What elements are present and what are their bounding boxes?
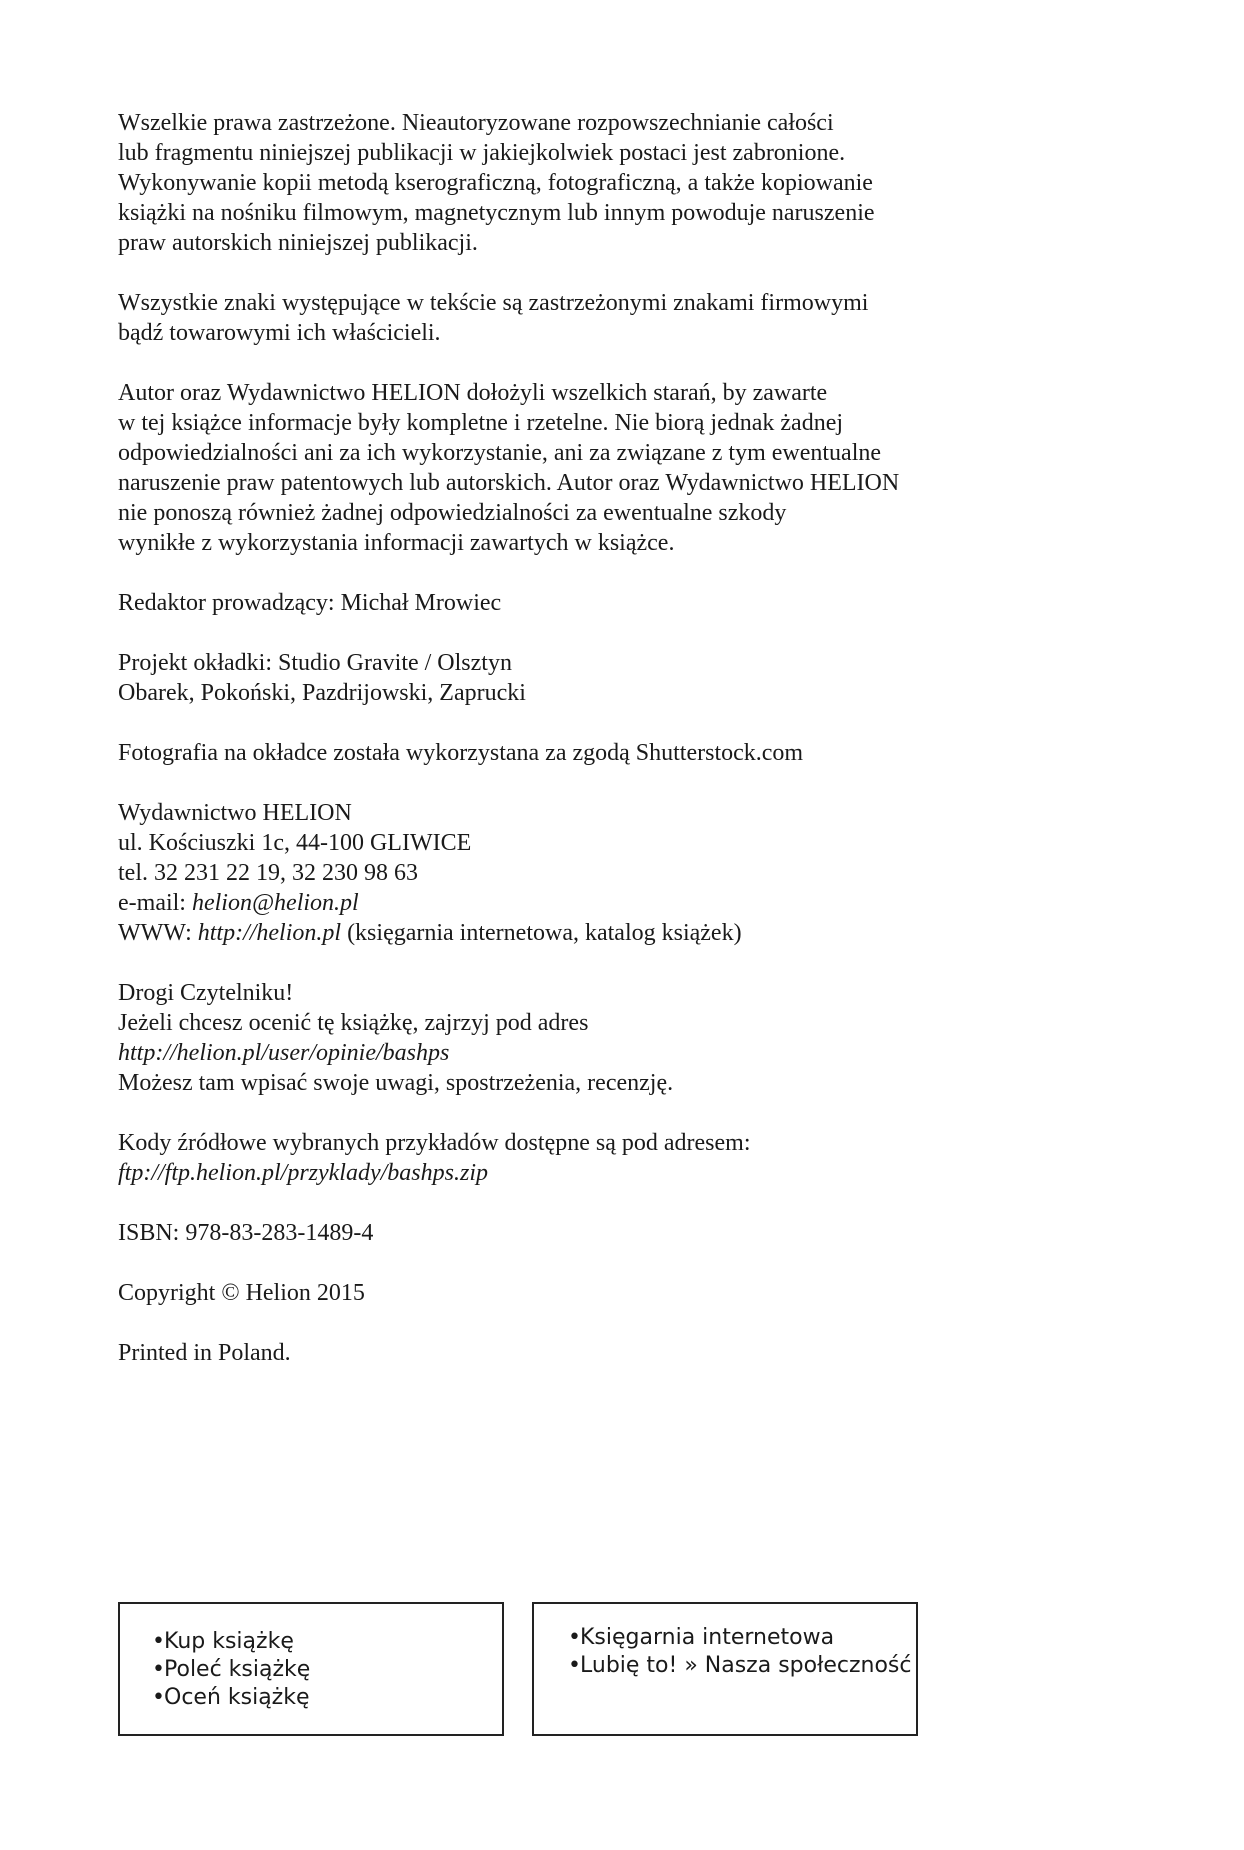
recommend-book-label: Poleć książkę [164,1657,311,1682]
copyright: Copyright © Helion 2015 [118,1280,365,1306]
www-note: (księgarnia internetowa, katalog książek) [341,920,742,946]
publisher-name: Wydawnictwo HELION [118,800,352,826]
editor-credit: Redaktor prowadzący: Michał Mrowiec [118,590,502,616]
online-bookstore-link[interactable] [568,1624,916,1652]
copyright-paragraph [118,1278,998,1308]
buy-book-link[interactable] [152,1628,502,1656]
source-code-link[interactable]: ftp://ftp.helion.pl/przyklady/bashps.zip [118,1160,488,1186]
www-label: WWW: [118,920,198,946]
disclaimer-line: wynikłe z wykorzystania informacji zawartych w książce. [118,530,675,556]
rights-line: książki na nośniku filmowym, magnetycznym lub innym powoduje naruszenie [118,200,875,226]
publisher-phone: tel. 32 231 22 19, 32 230 98 63 [118,860,418,886]
cover-design-credit: Projekt okładki: Studio Gravite / Olsztyn [118,650,512,676]
photo-credit-paragraph [118,738,998,768]
cover-design-paragraph [118,648,998,708]
printed-in: Printed in Poland. [118,1340,291,1366]
book-actions-box [118,1602,504,1736]
source-code-paragraph [118,1128,998,1188]
publisher-paragraph [118,798,998,948]
buy-book-label: Kup książkę [164,1629,294,1654]
community-link[interactable] [568,1652,916,1680]
community-links-box [532,1602,918,1736]
disclaimer-line: naruszenie praw patentowych lub autorskich. Autor oraz Wydawnictwo HELION [118,470,900,496]
disclaimer-paragraph [118,378,998,558]
disclaimer-line: Autor oraz Wydawnictwo HELION dołożyli wszelkich starań, by zawarte [118,380,828,406]
reader-invite: Jeżeli chcesz ocenić tę książkę, zajrzyj pod adres [118,1010,589,1036]
isbn-paragraph [118,1218,998,1248]
bullet-icon: • [568,1625,581,1650]
community-links-list [534,1604,916,1680]
online-bookstore-label: Księgarnia internetowa [580,1625,835,1650]
community-label: Lubię to! » Nasza społeczność [580,1653,912,1678]
trademarks-line: Wszystkie znaki występujące w tekście są zastrzeżonymi znakami firmowymi [118,290,869,316]
bullet-icon: • [152,1685,165,1710]
disclaimer-line: nie ponoszą również żadnej odpowiedzialności za ewentualne szkody [118,500,787,526]
trademarks-paragraph [118,288,998,348]
rights-line: Wszelkie prawa zastrzeżone. Nieautoryzowane rozpowszechnianie całości [118,110,834,136]
email-label: e-mail: [118,890,192,916]
publisher-email-line [118,888,998,918]
rights-paragraph [118,108,998,258]
reader-paragraph [118,978,998,1098]
rights-line: Wykonywanie kopii metodą kserograficzną, fotograficzną, a także kopiowanie [118,170,873,196]
bullet-icon: • [568,1653,581,1678]
rate-book-link[interactable] [152,1684,502,1712]
email-link[interactable]: helion@helion.pl [191,890,359,916]
printed-paragraph [118,1338,998,1368]
publisher-address: ul. Kościuszki 1c, 44-100 GLIWICE [118,830,472,856]
bullet-icon: • [152,1629,165,1654]
review-link[interactable]: http://helion.pl/user/opinie/bashps [118,1040,450,1066]
rights-line: praw autorskich niniejszej publikacji. [118,230,478,256]
imprint-page [118,108,998,1398]
www-link[interactable]: http://helion.pl [197,920,342,946]
editor-paragraph [118,588,998,618]
source-code-text: Kody źródłowe wybranych przykładów dostępne są pod adresem: [118,1130,751,1156]
disclaimer-line: odpowiedzialności ani za ich wykorzystanie, ani za związane z tym ewentualne [118,440,882,466]
recommend-book-link[interactable] [152,1656,502,1684]
rights-line: lub fragmentu niniejszej publikacji w jakiejkolwiek postaci jest zabronione. [118,140,846,166]
bullet-icon: • [152,1657,165,1682]
reader-greeting: Drogi Czytelniku! [118,980,294,1006]
trademarks-line: bądź towarowymi ich właścicieli. [118,320,441,346]
rate-book-label: Oceń książkę [164,1685,310,1710]
reader-note: Możesz tam wpisać swoje uwagi, spostrzeżenia, recenzję. [118,1070,674,1096]
isbn: ISBN: 978-83-283-1489-4 [118,1220,374,1246]
publisher-www-line [118,918,998,948]
cover-design-names: Obarek, Pokoński, Pazdrijowski, Zaprucki [118,680,526,706]
photo-credit: Fotografia na okładce została wykorzystana za zgodą Shutterstock.com [118,740,804,766]
disclaimer-line: w tej książce informacje były kompletne i rzetelne. Nie biorą jednak żadnej [118,410,844,436]
book-actions-list [120,1604,502,1712]
